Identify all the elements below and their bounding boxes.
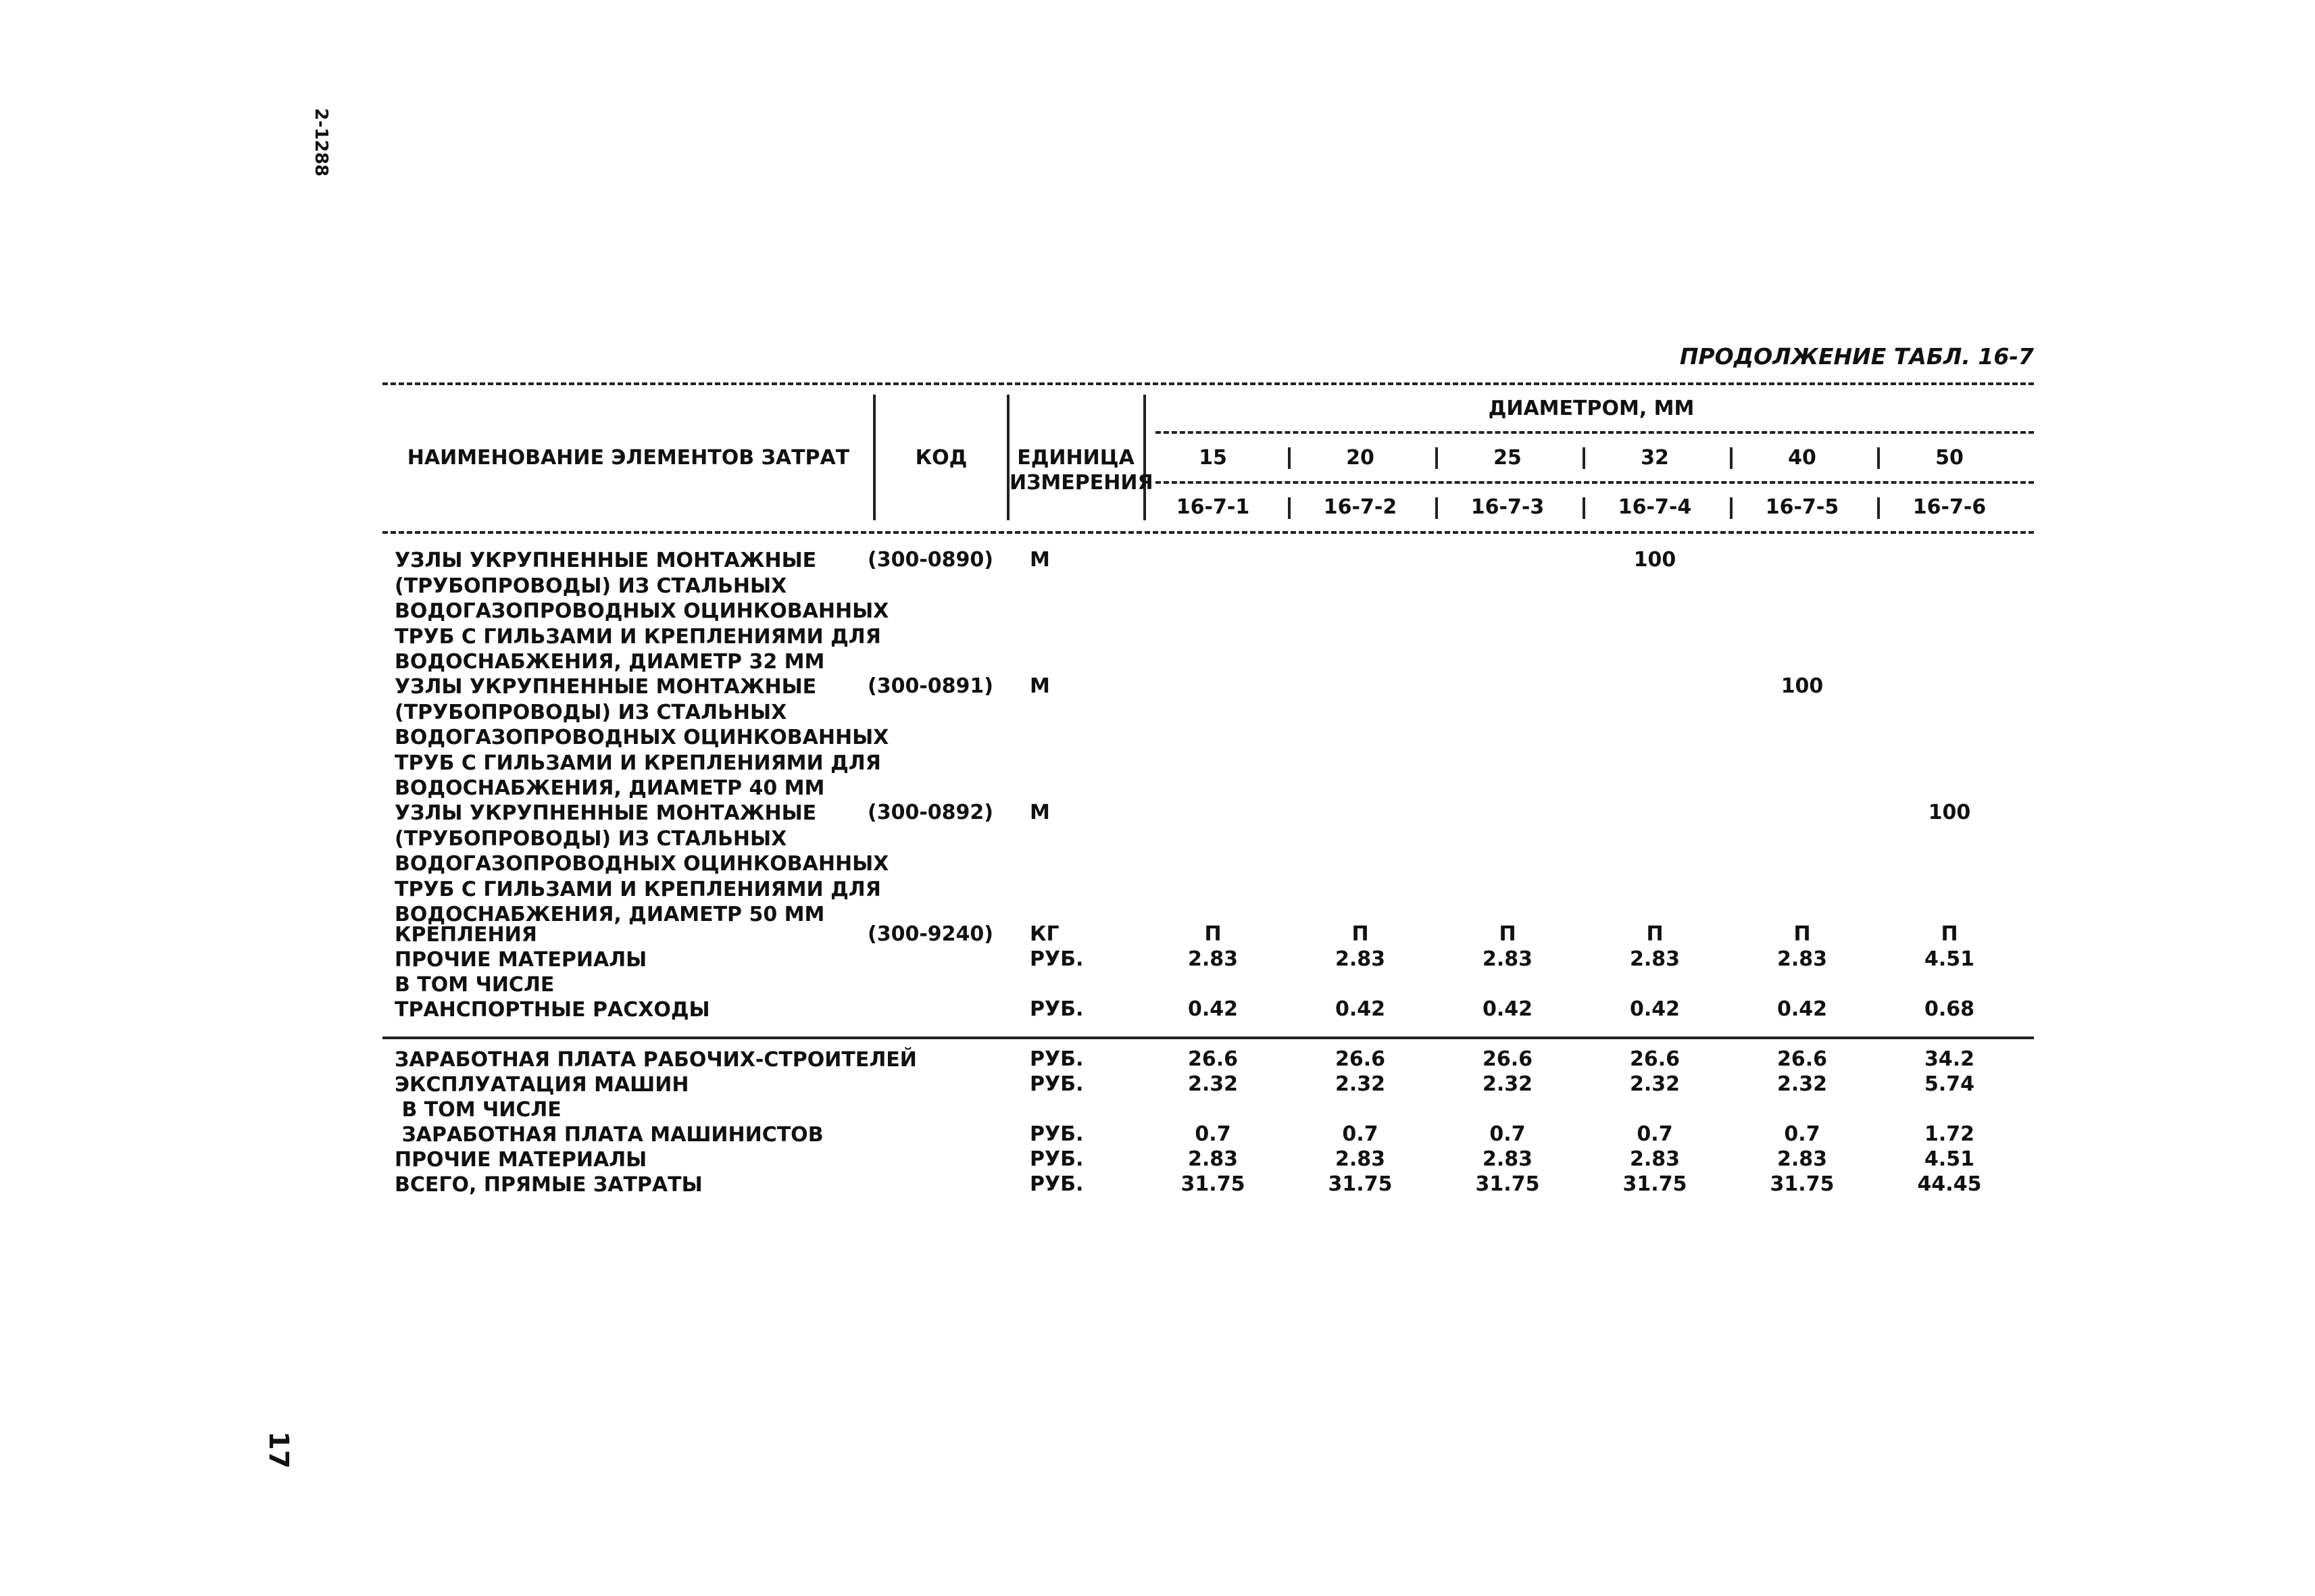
row-name-line: УЗЛЫ УКРУПНЕННЫЕ МОНТАЖНЫЕ [395,675,817,699]
row-value: 2.83 [1482,947,1533,971]
summary-name: ЗАРАБОТНАЯ ПЛАТА МАШИНИСТОВ [395,1123,824,1147]
norm-divider-1 [1435,497,1438,519]
row-name-line: КРЕПЛЕНИЯ [395,923,537,947]
summary-value: 1.72 [1924,1122,1975,1146]
group-rule [1155,431,2034,434]
summary-value: 2.83 [1482,1147,1533,1171]
summary-value: 2.32 [1482,1072,1533,1096]
table-caption: ПРОДОЛЖЕНИЕ ТАБЛ. 16-7 [1679,343,2034,370]
diameter-1: 20 [1346,446,1374,470]
row-name-line: УЗЛЫ УКРУПНЕННЫЕ МОНТАЖНЫЕ [395,549,817,572]
row-value: П [1351,922,1369,946]
norm-code-0: 16-7-1 [1176,495,1250,519]
row-value: 2.83 [1776,947,1828,971]
summary-value: 2.32 [1187,1072,1239,1096]
summary-value: 26.6 [1187,1047,1239,1071]
row-name-line: ВОДОГАЗОПРОВОДНЫХ ОЦИНКОВАННЫХ [395,726,889,749]
diameter-0: 15 [1199,446,1227,470]
row-name-line: ВОДОГАЗОПРОВОДНЫХ ОЦИНКОВАННЫХ [395,852,889,876]
row-value: 0.42 [1776,997,1828,1021]
summary-value: 31.75 [1770,1172,1835,1196]
summary-name: В ТОМ ЧИСЛЕ [395,1098,562,1122]
diameter-4: 40 [1788,446,1816,470]
row-value: 2.83 [1629,947,1681,971]
summary-value: 0.7 [1342,1122,1378,1146]
row-unit: КГ [1030,922,1060,946]
row-name [395,972,554,998]
row-name-line: ТРУБ С ГИЛЬЗАМИ И КРЕПЛЕНИЯМИ ДЛЯ [395,624,881,649]
summary-value: 2.32 [1776,1072,1828,1096]
diameter-3: 32 [1641,446,1669,470]
row-name-line: УЗЛЫ УКРУПНЕННЫЕ МОНТАЖНЫЕ [395,801,817,825]
row-unit: М [1030,674,1050,698]
summary-value: 44.45 [1917,1172,1982,1196]
summary-value: 4.51 [1924,1147,1975,1171]
summary-value: 2.32 [1629,1072,1681,1096]
row-code: (300-0892) [868,801,993,824]
side-document-code: 2-1288 [311,108,331,177]
row-value: 2.83 [1335,947,1386,971]
summary-value: 26.6 [1629,1047,1681,1071]
summary-name: ЗАРАБОТНАЯ ПЛАТА РАБОЧИХ-СТРОИТЕЛЕЙ [395,1048,917,1072]
row-unit: М [1030,801,1050,824]
header-bottom-rule [382,531,2034,534]
row-name [395,548,889,675]
summary-name: ЭКСПЛУАТАЦИЯ МАШИН [395,1073,689,1097]
summary-unit: РУБ. [1030,1047,1084,1071]
norm-divider-3 [1730,497,1733,519]
diameter-divider-4 [1877,447,1880,469]
row-name-line: (ТРУБОПРОВОДЫ) ИЗ СТАЛЬНЫХ [395,700,787,724]
row-value: 2.83 [1187,947,1239,971]
summary-value: 5.74 [1924,1072,1975,1096]
row-value: П [1941,922,1958,946]
summary-value: 34.2 [1924,1047,1975,1071]
summary-unit: РУБ. [1030,1172,1084,1196]
summary-value: 31.75 [1475,1172,1540,1196]
row-name [395,997,710,1023]
row-name [395,801,889,928]
diameter-5: 50 [1935,446,1964,470]
diameter-divider-1 [1435,447,1438,469]
summary-value: 2.83 [1629,1147,1681,1171]
row-value: 100 [1781,674,1824,698]
row-value: 0.68 [1924,997,1975,1021]
summary-value: 31.75 [1328,1172,1393,1196]
norm-code-3: 16-7-4 [1618,495,1692,519]
header-top-rule [382,382,2034,385]
summary-value: 2.32 [1335,1072,1386,1096]
norm-divider-2 [1583,497,1585,519]
row-name [395,947,647,973]
norm-code-4: 16-7-5 [1765,495,1839,519]
row-code: (300-0891) [868,674,993,698]
header-unit-col-line2: ИЗМЕРЕНИЯ [1010,471,1153,495]
diameter-rule [1155,481,2034,484]
summary-name: ВСЕГО, ПРЯМЫЕ ЗАТРАТЫ [395,1173,703,1197]
header-name-col: НАИМЕНОВАНИЕ ЭЛЕМЕНТОВ ЗАТРАТ [407,446,850,470]
row-value: П [1499,922,1516,946]
row-name [395,674,889,801]
row-name-line: ПРОЧИЕ МАТЕРИАЛЫ [395,948,647,972]
norm-divider-0 [1288,497,1291,519]
header-code-col: КОД [915,446,968,470]
row-name-line: (ТРУБОПРОВОДЫ) ИЗ СТАЛЬНЫХ [395,574,787,598]
summary-value: 0.7 [1195,1122,1231,1146]
summary-unit: РУБ. [1030,1072,1084,1096]
row-value: 4.51 [1924,947,1975,971]
row-unit: РУБ. [1030,947,1084,971]
row-name-line: ТРУБ С ГИЛЬЗАМИ И КРЕПЛЕНИЯМИ ДЛЯ [395,877,881,901]
row-name-line: ТРУБ С ГИЛЬЗАМИ И КРЕПЛЕНИЯМИ ДЛЯ [395,751,881,775]
summary-value: 2.83 [1335,1147,1386,1171]
row-name-line: ВОДОСНАБЖЕНИЯ, ДИАМЕТР 32 ММ [395,650,825,674]
summary-unit: РУБ. [1030,1122,1084,1146]
summary-value: 26.6 [1482,1047,1533,1071]
summary-unit: РУБ. [1030,1147,1084,1171]
row-name-line: ВОДОСНАБЖЕНИЯ, ДИАМЕТР 50 ММ [395,903,825,926]
diameter-2: 25 [1493,446,1522,470]
summary-value: 2.83 [1187,1147,1239,1171]
summary-value: 31.75 [1180,1172,1245,1196]
row-name-line: (ТРУБОПРОВОДЫ) ИЗ СТАЛЬНЫХ [395,826,787,851]
row-value: 0.42 [1335,997,1386,1021]
row-value: П [1204,922,1222,946]
row-value: 100 [1928,801,1971,824]
norm-divider-4 [1877,497,1880,519]
row-value: П [1646,922,1664,946]
row-name-line: В ТОМ ЧИСЛЕ [395,973,555,997]
row-name-line: ВОДОГАЗОПРОВОДНЫХ ОЦИНКОВАННЫХ [395,599,889,623]
summary-value: 26.6 [1776,1047,1828,1071]
row-name-line: ТРАНСПОРТНЫЕ РАСХОДЫ [395,998,710,1022]
header-unit-col-line1: ЕДИНИЦА [1017,446,1135,470]
header-diameter-group: ДИАМЕТРОМ, ММ [1488,397,1695,420]
row-name-line: ВОДОСНАБЖЕНИЯ, ДИАМЕТР 40 ММ [395,776,825,800]
row-code: (300-9240) [868,922,993,946]
summary-value: 2.83 [1776,1147,1828,1171]
norm-code-1: 16-7-2 [1323,495,1397,519]
summary-value: 31.75 [1622,1172,1687,1196]
summary-value: 0.7 [1784,1122,1820,1146]
row-unit: РУБ. [1030,997,1084,1021]
col-divider-values [1143,395,1146,520]
row-value: П [1793,922,1811,946]
norm-code-5: 16-7-6 [1912,495,1987,519]
row-unit: М [1030,548,1050,572]
summary-value: 0.7 [1489,1122,1526,1146]
diameter-divider-2 [1583,447,1585,469]
summary-rule [382,1037,2034,1039]
row-value: 0.42 [1482,997,1533,1021]
summary-value: 0.7 [1637,1122,1673,1146]
page-number: 17 [263,1431,294,1469]
row-code: (300-0890) [868,548,993,572]
row-name [395,922,537,948]
diameter-divider-3 [1730,447,1733,469]
summary-name: ПРОЧИЕ МАТЕРИАЛЫ [395,1148,647,1172]
row-value: 0.42 [1187,997,1239,1021]
row-value: 100 [1633,548,1676,572]
summary-value: 26.6 [1335,1047,1386,1071]
row-value: 0.42 [1629,997,1681,1021]
diameter-divider-0 [1288,447,1291,469]
norm-code-2: 16-7-3 [1470,495,1545,519]
